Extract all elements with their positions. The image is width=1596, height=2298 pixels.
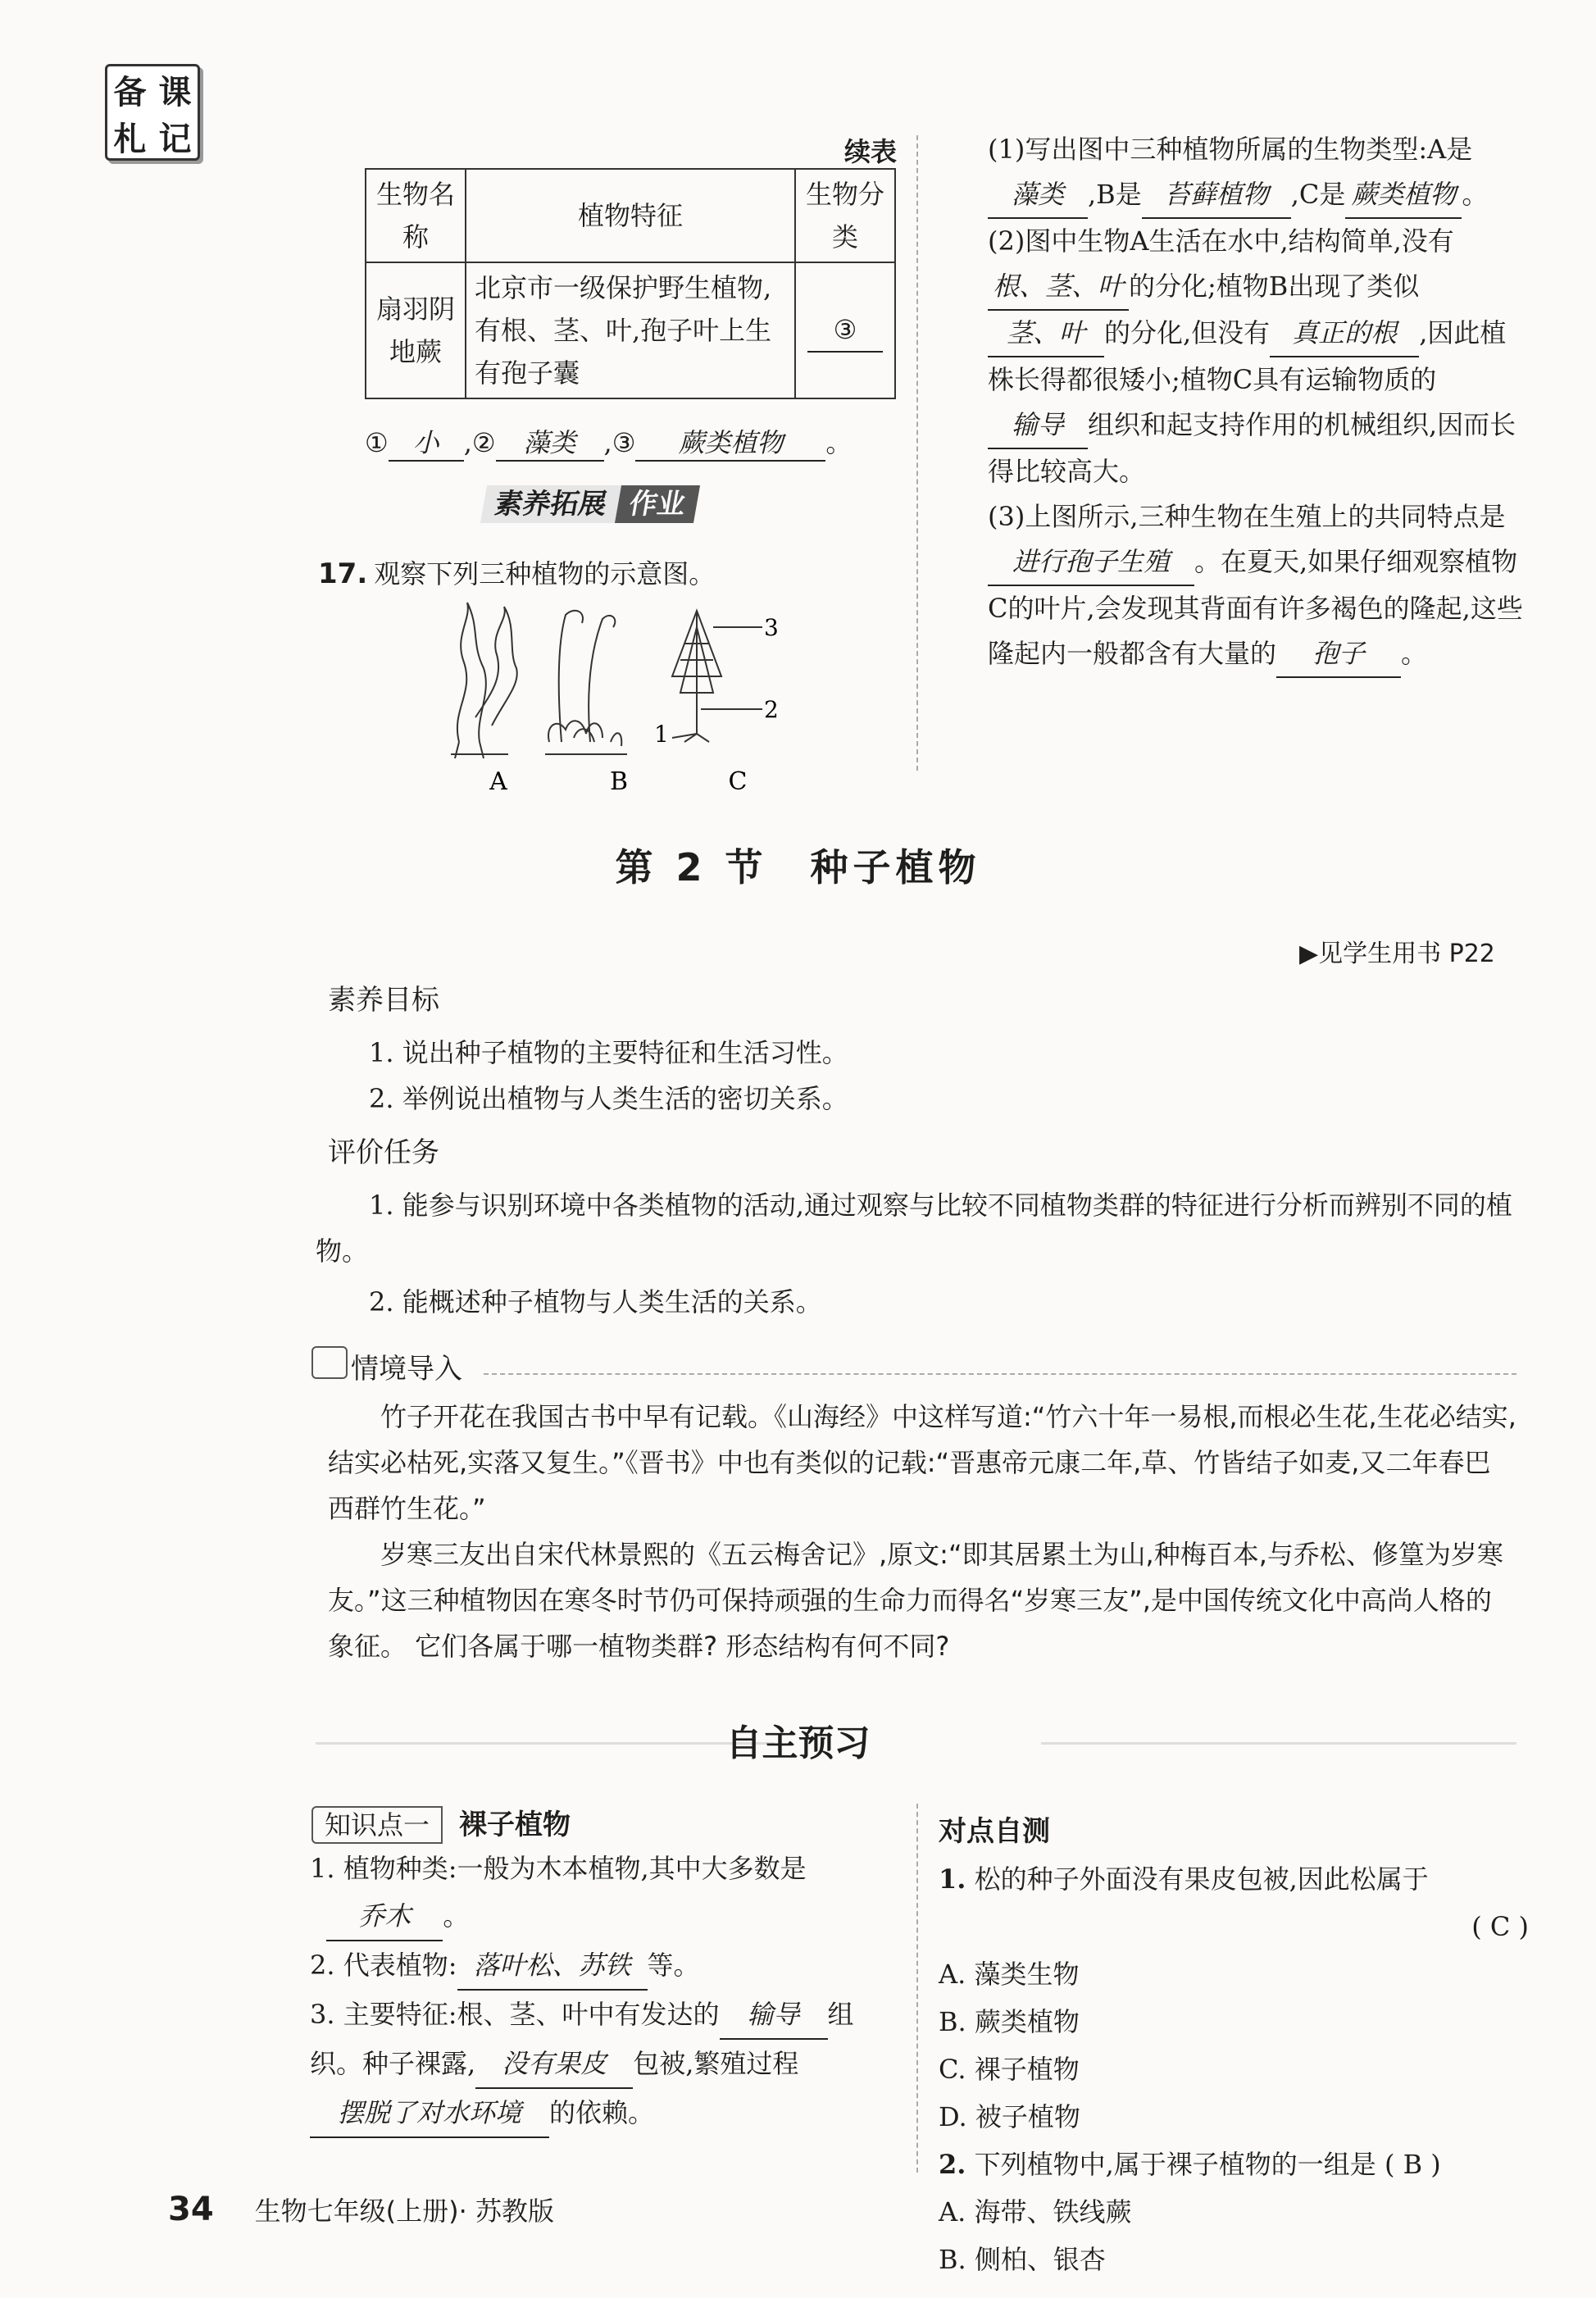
see-book-link: ▶见学生用书 P22 xyxy=(1299,940,1495,968)
callout-1: 1 xyxy=(654,721,669,748)
answer-blank: 落叶松、苏铁 xyxy=(457,1941,648,1991)
text: 等。 xyxy=(647,1950,700,1981)
text: 的分化,但没有 xyxy=(1104,317,1271,348)
table-header-row xyxy=(366,169,895,262)
answer-blank: 藻类 xyxy=(988,172,1088,219)
answer-blank: 没有果皮 xyxy=(475,2040,633,2089)
plant-b-drawing xyxy=(545,611,627,754)
answer-blank: 蕨类植物 xyxy=(1345,172,1462,219)
plants-diagram xyxy=(426,594,820,795)
question-number: 1. xyxy=(939,1863,966,1895)
goal-item: 2. 举例说出植物与人类生活的密切关系。 xyxy=(369,1083,848,1114)
column-divider xyxy=(916,135,918,771)
text: 的依赖。 xyxy=(549,2097,655,2128)
preview-content xyxy=(310,1845,900,2138)
goals-heading: 素养目标 xyxy=(328,984,439,1017)
stamp-char: 札 xyxy=(113,121,147,158)
answer-blank: 苔藓植物 xyxy=(1142,172,1291,219)
option: C. 裸子植物 xyxy=(939,2054,1080,2085)
context-paragraph: 竹子开花在我国古书中早有记载。《山海经》中这样写道:“竹六十年一易根,而根必生花,生花必结实,结实必枯死,实落又复生。”《晋书》中也有类似的记载:“晋惠帝元康二年,草、竹皆结子如麦,又二年春巴西群竹生花。” xyxy=(328,1401,1516,1524)
text: ,因此植株长得都很矮小;植物C具有运输物质的 xyxy=(988,317,1507,395)
extension-banner xyxy=(484,485,697,523)
blank-3: ③ xyxy=(807,308,883,353)
q1-stem xyxy=(939,1855,1529,1903)
answer-blank: 蕨类植物 xyxy=(635,422,825,462)
kp-name: 裸子植物 xyxy=(459,1809,571,1841)
question-text: 观察下列三种植物的示意图。 xyxy=(374,558,716,589)
preview-title: 自主预习 xyxy=(725,1722,871,1764)
option: A. 海带、铁线蕨 xyxy=(939,2196,1132,2227)
kp-label: 知识点一 xyxy=(311,1806,443,1844)
text: 2. 代表植物: xyxy=(310,1950,457,1981)
label-c: C xyxy=(728,767,748,795)
question-text: 下列植物中,属于裸子植物的一组是 xyxy=(974,2149,1376,2180)
text: 。 xyxy=(443,1900,470,1932)
answer-blank: 根、茎、叶 xyxy=(988,264,1129,311)
context-body xyxy=(328,1394,1516,1669)
corner-stamp xyxy=(105,64,200,161)
text: 组织和起支持作用的机械组织,因而长得比较高大。 xyxy=(988,409,1516,487)
preview-line-3 xyxy=(310,1991,900,2138)
text: ,C是 xyxy=(1290,179,1346,210)
stamp-char: 备 xyxy=(113,74,147,111)
q1-answer: ( C ) xyxy=(1471,1911,1529,1942)
text: 。在夏天,如果仔细观察植物C的叶片,会发现其背面有许多褐色的隆起,这些隆起内一般都含有大量的 xyxy=(988,546,1523,669)
preview-line-2 xyxy=(310,1941,900,1991)
text: (3)上图所示,三种生物在生殖上的共同特点是 xyxy=(988,501,1506,532)
cell-class xyxy=(795,262,895,398)
answer-blank: 小 xyxy=(389,422,464,462)
text: 。 xyxy=(1462,179,1489,210)
context-rule xyxy=(484,1373,1516,1375)
answer-blank: 孢子 xyxy=(1276,631,1401,678)
page-footer xyxy=(168,2191,554,2228)
callout-3: 3 xyxy=(764,614,779,641)
context-icon xyxy=(311,1346,348,1379)
plant-a-drawing xyxy=(451,603,517,758)
table-row xyxy=(366,262,895,398)
text: 。 xyxy=(1401,638,1428,669)
text: ,B是 xyxy=(1088,179,1142,210)
section-title: 第 2 节 种子植物 xyxy=(615,845,981,890)
text: 3. 主要特征:根、茎、叶中有发达的 xyxy=(310,1999,720,2030)
header-class: 生物分类 xyxy=(795,169,895,262)
selftest-heading: 对点自测 xyxy=(939,1815,1050,1848)
question-number: 2. xyxy=(939,2149,966,2180)
header-feature: 植物特征 xyxy=(466,169,795,262)
answer-blank: 输导 xyxy=(720,1991,828,2040)
book-title: 生物七年级(上册)· 苏教版 xyxy=(254,2196,554,2227)
answer-blank: 乔木 xyxy=(326,1892,443,1941)
option: B. 侧柏、银杏 xyxy=(939,2244,1106,2275)
answer-blank: 藻类 xyxy=(496,422,604,462)
text: 包被,繁殖过程 xyxy=(633,2048,799,2079)
stamp-char: 课 xyxy=(158,74,192,111)
label-a: A xyxy=(489,767,507,795)
q17-answers xyxy=(988,127,1529,678)
text: 组织。种子裸露, xyxy=(310,1999,854,2079)
option: D. 被子植物 xyxy=(939,2101,1080,2132)
banner-left: 素养拓展 xyxy=(480,485,621,523)
context-heading: 情境导入 xyxy=(351,1353,462,1386)
task-item: 1. 能参与识别环境中各类植物的活动,通过观察与比较不同植物类群的特征进行分析而辨别不同的植物。 xyxy=(316,1190,1512,1267)
table-caption: 续表 xyxy=(844,136,898,167)
q1-options xyxy=(939,1950,1529,2141)
answer-label: ③ xyxy=(612,427,636,458)
text: 的分化;植物B出现了类似 xyxy=(1129,271,1420,302)
question-answer: ( B ) xyxy=(1384,2149,1441,2180)
callout-2: 2 xyxy=(764,696,779,723)
goal-item: 1. 说出种子植物的主要特征和生活习性。 xyxy=(369,1037,848,1068)
task-item: 2. 能概述种子植物与人类生活的关系。 xyxy=(369,1286,822,1317)
answer-blank: 输导 xyxy=(988,403,1088,449)
answer-part-2 xyxy=(988,219,1529,494)
answer-blank: 茎、叶 xyxy=(988,311,1104,357)
preview-line-1 xyxy=(310,1845,900,1941)
header-name: 生物名称 xyxy=(366,169,466,262)
stamp-char: 记 xyxy=(158,121,192,158)
column-divider xyxy=(916,1804,918,2173)
answer-blank: 真正的根 xyxy=(1270,311,1419,357)
answer-label: ② xyxy=(471,427,496,458)
tasks-heading: 评价任务 xyxy=(328,1136,439,1169)
page-number: 34 xyxy=(168,2191,214,2228)
label-b: B xyxy=(609,767,629,795)
q2-stem xyxy=(939,2141,1529,2188)
answer-blank: 进行孢子生殖 xyxy=(988,539,1194,586)
context-paragraph: 岁寒三友出自宋代林景熙的《五云梅舍记》,原文:“即其居累土为山,种梅百本,与乔松、修篁为岁寒友。”这三种植物因在寒冬时节仍可保持顽强的生命力而得名“岁寒三友”,是中国传统文化中高尚人格的象征。 它们各属于哪一植物类群? 形态结构有何不同? xyxy=(328,1539,1503,1662)
plant-table xyxy=(365,168,896,399)
table-answers: ① 小 ,② 藻类 ,③ 蕨类植物 。 xyxy=(365,422,852,462)
text: 1. 植物种类:一般为木本植物,其中大多数是 xyxy=(310,1853,807,1884)
answer-label: ① xyxy=(365,427,389,458)
cell-feature: 北京市一级保护野生植物,有根、茎、叶,孢子叶上生有孢子囊 xyxy=(466,262,795,398)
question-17 xyxy=(318,553,715,591)
option: B. 蕨类植物 xyxy=(939,2006,1080,2037)
banner-right: 作业 xyxy=(615,485,700,523)
plant-c-drawing xyxy=(672,611,762,742)
self-test xyxy=(939,1808,1529,2283)
answer-part-3 xyxy=(988,494,1529,678)
question-text: 松的种子外面没有果皮包被,因此松属于 xyxy=(974,1863,1429,1895)
cell-name: 扇羽阴地蕨 xyxy=(366,262,466,398)
knowledge-point-tag xyxy=(311,1802,571,1842)
question-number: 17. xyxy=(318,557,368,590)
text: (2)图中生物A生活在水中,结构简单,没有 xyxy=(988,225,1454,257)
answer-blank: 摆脱了对水环境 xyxy=(310,2089,549,2138)
text: (1)写出图中三种植物所属的生物类型:A是 xyxy=(988,134,1473,165)
q2-options xyxy=(939,2188,1529,2283)
answer-part-1 xyxy=(988,127,1529,219)
option: A. 藻类生物 xyxy=(939,1959,1080,1990)
